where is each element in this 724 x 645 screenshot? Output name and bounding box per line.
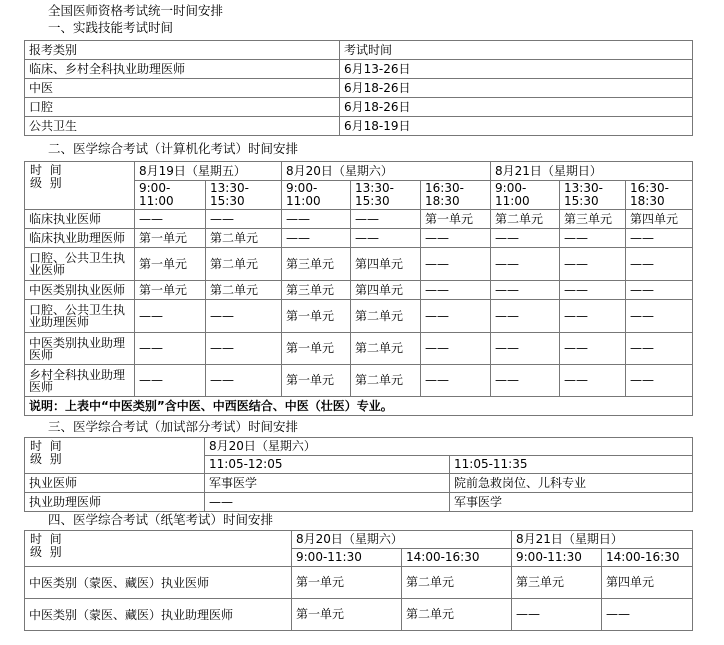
unit-cell: 第三单元 [560, 210, 626, 229]
unit-cell: —— [421, 333, 491, 365]
corner-header [25, 162, 135, 210]
slot-header: 14:00-16:30 [602, 549, 693, 567]
corner-level-label: 级 别 [30, 176, 62, 190]
unit-cell: —— [560, 248, 626, 281]
subject-cell: 院前急救岗位、儿科专业 [450, 474, 693, 493]
slot-header: 13:30-15:30 [206, 181, 282, 210]
level-label: 临床执业助理医师 [25, 229, 135, 248]
time-cell: 6月18-26日 [340, 98, 693, 117]
level-label: 口腔、公共卫生执业医师 [25, 248, 135, 281]
unit-cell: 第一单元 [282, 300, 351, 333]
level-label: 中医类别执业助理医师 [25, 333, 135, 365]
unit-cell: 第二单元 [206, 281, 282, 300]
slot-header: 9:00-11:00 [135, 181, 206, 210]
unit-cell: —— [421, 300, 491, 333]
unit-cell: —— [421, 365, 491, 397]
unit-cell: 第一单元 [135, 248, 206, 281]
subject-cell: 军事医学 [205, 474, 450, 493]
unit-cell: —— [491, 281, 560, 300]
category-cell: 公共卫生 [25, 117, 340, 136]
level-label: 中医类别执业医师 [25, 281, 135, 300]
subject-cell: 军事医学 [450, 493, 693, 512]
unit-cell: 第二单元 [491, 210, 560, 229]
table-row [25, 281, 693, 300]
unit-cell: 第四单元 [602, 567, 693, 599]
unit-cell: —— [491, 229, 560, 248]
unit-cell: 第三单元 [282, 248, 351, 281]
level-label: 中医类别（蒙医、藏医）执业助理医师 [25, 599, 292, 631]
paper-exam-table [24, 530, 693, 631]
unit-cell: 第一单元 [292, 599, 402, 631]
unit-cell: —— [135, 210, 206, 229]
unit-cell: —— [626, 248, 693, 281]
unit-cell: 第一单元 [282, 365, 351, 397]
day-header: 8月21日（星期日） [512, 531, 693, 549]
slot-header: 9:00-11:00 [491, 181, 560, 210]
unit-cell: 第二单元 [402, 567, 512, 599]
table-row [25, 210, 693, 229]
unit-cell: 第四单元 [626, 210, 693, 229]
computer-exam-table [24, 161, 693, 416]
corner-level-label: 级 别 [30, 545, 62, 559]
level-label: 乡村全科执业助理医师 [25, 365, 135, 397]
category-cell: 中医 [25, 79, 340, 98]
unit-cell: 第三单元 [282, 281, 351, 300]
corner-time-label: 时 间 [30, 439, 62, 453]
unit-cell: —— [560, 229, 626, 248]
section-4-heading: 四、医学综合考试（纸笔考试）时间安排 [48, 512, 274, 527]
unit-cell: —— [421, 281, 491, 300]
table-row [25, 248, 693, 281]
subject-cell: —— [205, 493, 450, 512]
unit-cell: 第三单元 [512, 567, 602, 599]
unit-cell: —— [491, 300, 560, 333]
unit-cell: —— [491, 365, 560, 397]
unit-cell: 第一单元 [135, 281, 206, 300]
table-row [25, 79, 693, 98]
corner-level-label: 级 别 [30, 452, 62, 466]
unit-cell: —— [206, 300, 282, 333]
unit-cell: —— [491, 333, 560, 365]
unit-cell: —— [351, 210, 421, 229]
unit-cell: —— [626, 229, 693, 248]
unit-cell: 第二单元 [206, 229, 282, 248]
unit-cell: —— [351, 229, 421, 248]
section-1-heading: 一、实践技能考试时间 [48, 20, 174, 35]
unit-cell: —— [421, 248, 491, 281]
table-row [25, 60, 693, 79]
unit-cell: —— [626, 300, 693, 333]
level-label: 执业医师 [25, 474, 205, 493]
unit-cell: —— [560, 365, 626, 397]
additional-exam-table [24, 437, 693, 512]
unit-cell: 第四单元 [351, 248, 421, 281]
unit-cell: —— [626, 333, 693, 365]
slot-header: 11:05-12:05 [205, 456, 450, 474]
table-row [25, 493, 693, 512]
page-title: 全国医师资格考试统一时间安排 [48, 3, 224, 18]
unit-cell: 第二单元 [351, 333, 421, 365]
unit-cell: —— [206, 333, 282, 365]
slot-header: 11:05-11:35 [450, 456, 693, 474]
corner-time-label: 时 间 [30, 532, 62, 546]
unit-cell: 第二单元 [351, 365, 421, 397]
column-header-category: 报考类别 [25, 41, 340, 60]
unit-cell: 第四单元 [351, 281, 421, 300]
slot-header: 13:30-15:30 [351, 181, 421, 210]
unit-cell: —— [512, 599, 602, 631]
slot-header: 9:00-11:30 [512, 549, 602, 567]
slot-header: 14:00-16:30 [402, 549, 512, 567]
day-header: 8月20日（星期六） [282, 162, 491, 181]
table-row [25, 599, 693, 631]
table-row [25, 229, 693, 248]
time-cell: 6月18-19日 [340, 117, 693, 136]
table-row [25, 474, 693, 493]
unit-cell: —— [602, 599, 693, 631]
unit-cell: —— [135, 333, 206, 365]
unit-cell: 第二单元 [351, 300, 421, 333]
unit-cell: 第一单元 [135, 229, 206, 248]
unit-cell: —— [560, 300, 626, 333]
day-header: 8月21日（星期日） [491, 162, 693, 181]
category-cell: 口腔 [25, 98, 340, 117]
slot-header: 16:30-18:30 [421, 181, 491, 210]
level-label: 中医类别（蒙医、藏医）执业医师 [25, 567, 292, 599]
day-header: 8月20日（星期六） [292, 531, 512, 549]
day-header: 8月19日（星期五） [135, 162, 282, 181]
column-header-exam-time: 考试时间 [340, 41, 693, 60]
unit-cell: 第二单元 [206, 248, 282, 281]
section-2-heading: 二、医学综合考试（计算机化考试）时间安排 [48, 141, 299, 156]
time-cell: 6月18-26日 [340, 79, 693, 98]
table-row [25, 365, 693, 397]
unit-cell: 第一单元 [421, 210, 491, 229]
level-label: 执业助理医师 [25, 493, 205, 512]
table-row [25, 300, 693, 333]
time-cell: 6月13-26日 [340, 60, 693, 79]
unit-cell: —— [626, 281, 693, 300]
category-cell: 临床、乡村全科执业助理医师 [25, 60, 340, 79]
unit-cell: —— [491, 248, 560, 281]
unit-cell: —— [626, 365, 693, 397]
table-row [25, 333, 693, 365]
unit-cell: 第一单元 [282, 333, 351, 365]
unit-cell: 第一单元 [292, 567, 402, 599]
day-header: 8月20日（星期六） [205, 438, 693, 456]
table-row [25, 98, 693, 117]
unit-cell: —— [282, 210, 351, 229]
slot-header: 13:30-15:30 [560, 181, 626, 210]
slot-header: 9:00-11:30 [292, 549, 402, 567]
unit-cell: —— [421, 229, 491, 248]
corner-header [25, 438, 205, 474]
practical-skills-table [24, 40, 693, 136]
table-note: 说明：上表中“中医类别”含中医、中西医结合、中医（壮医）专业。 [25, 397, 693, 416]
table-row [25, 567, 693, 599]
unit-cell: 第二单元 [402, 599, 512, 631]
level-label: 口腔、公共卫生执业助理医师 [25, 300, 135, 333]
corner-header [25, 531, 292, 567]
unit-cell: —— [135, 300, 206, 333]
slot-header: 9:00-11:00 [282, 181, 351, 210]
slot-header: 16:30-18:30 [626, 181, 693, 210]
unit-cell: —— [206, 365, 282, 397]
unit-cell: —— [560, 333, 626, 365]
unit-cell: —— [560, 281, 626, 300]
level-label: 临床执业医师 [25, 210, 135, 229]
section-3-heading: 三、医学综合考试（加试部分考试）时间安排 [48, 419, 299, 434]
unit-cell: —— [282, 229, 351, 248]
table-row [25, 117, 693, 136]
unit-cell: —— [135, 365, 206, 397]
unit-cell: —— [206, 210, 282, 229]
corner-time-label: 时 间 [30, 163, 62, 177]
